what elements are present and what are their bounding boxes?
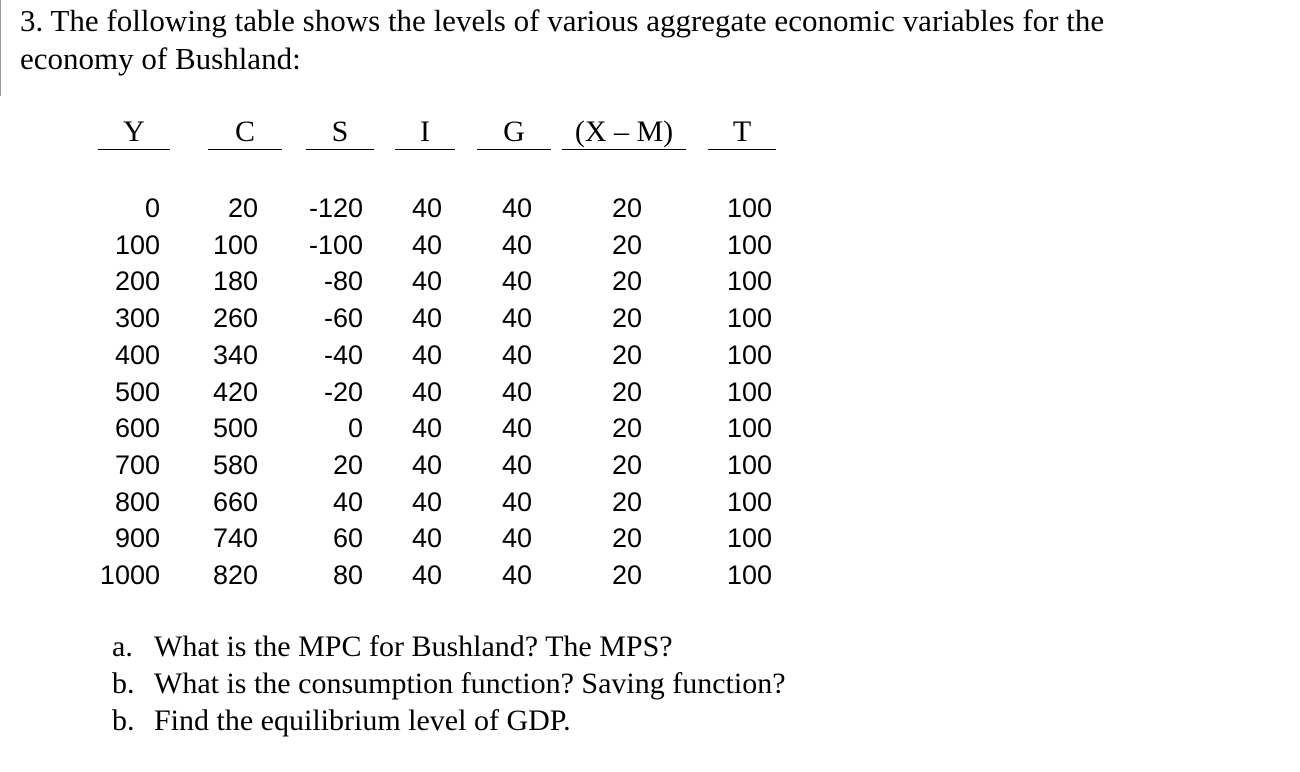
table-cell: 20 — [611, 376, 642, 407]
header-s: S — [306, 115, 374, 150]
table-cell: 40 — [411, 266, 442, 297]
table-cell: 40 — [411, 449, 442, 480]
table-cell: 20 — [611, 486, 642, 517]
table-cell: 40 — [501, 523, 532, 554]
table-cell: 20 — [611, 303, 642, 334]
table-cell: -100 — [308, 229, 363, 260]
table-cell: 40 — [501, 303, 532, 334]
table-cell: 20 — [611, 560, 642, 591]
table-cell: 40 — [411, 486, 442, 517]
header-c: C — [208, 115, 282, 150]
table-cell: 600 — [114, 413, 160, 444]
table-cell: 100 — [726, 229, 772, 260]
table-cell: 40 — [501, 486, 532, 517]
table-cell: 20 — [332, 449, 363, 480]
table-cell: 0 — [347, 413, 363, 444]
table-cell: 80 — [332, 560, 363, 591]
table-cell: 40 — [501, 193, 532, 223]
table-cell: 100 — [726, 266, 772, 297]
question-text: Find the equilibrium level of GDP. — [154, 704, 571, 737]
table-cell: 20 — [611, 229, 642, 260]
table-cell: 20 — [611, 339, 642, 370]
table-cell: 40 — [411, 229, 442, 260]
table-cell: 1000 — [99, 560, 160, 591]
column-net-exports — [570, 190, 642, 594]
column-y — [60, 190, 160, 594]
table-cell: 580 — [212, 449, 258, 480]
question-marker: b. — [112, 667, 135, 700]
header-t: T — [708, 115, 776, 150]
question-text: What is the MPC for Bushland? The MPS? — [154, 630, 673, 663]
table-cell: 100 — [726, 560, 772, 591]
table-cell: 700 — [114, 449, 160, 480]
question-list — [112, 628, 786, 739]
table-cell: 420 — [212, 376, 258, 407]
question-marker: b. — [112, 704, 135, 737]
table-cell: 20 — [611, 449, 642, 480]
table-cell: -40 — [323, 339, 363, 370]
table-cell: 340 — [212, 339, 258, 370]
table-cell: 20 — [611, 523, 642, 554]
table-cell: 40 — [411, 560, 442, 591]
table-cell: 100 — [726, 376, 772, 407]
question-item — [112, 665, 786, 702]
table-cell: 20 — [227, 193, 258, 223]
table-cell: 40 — [501, 560, 532, 591]
table-cell: 100 — [726, 486, 772, 517]
header-g: G — [477, 115, 551, 150]
table-cell: 40 — [501, 229, 532, 260]
table-cell: 300 — [114, 303, 160, 334]
table-cell: 500 — [114, 376, 160, 407]
table-cell: 400 — [114, 339, 160, 370]
table-cell: 40 — [332, 486, 363, 517]
table-cell: -80 — [323, 266, 363, 297]
table-cell: 40 — [411, 303, 442, 334]
table-cell: -20 — [323, 376, 363, 407]
table-cell: 40 — [411, 193, 442, 223]
question-text: What is the consumption function? Saving function? — [154, 667, 786, 700]
table-cell: 40 — [411, 523, 442, 554]
table-cell: 100 — [114, 229, 160, 260]
problem-statement-line-1: 3. The following table shows the levels of various aggregate economic variables for the — [20, 3, 1105, 38]
header-net-exports: (X – M) — [562, 115, 686, 150]
table-cell: 40 — [501, 266, 532, 297]
table-cell: 0 — [144, 193, 160, 223]
header-i: I — [395, 115, 455, 150]
table-cell: -60 — [323, 303, 363, 334]
question-item — [112, 702, 786, 739]
table-cell: 60 — [332, 523, 363, 554]
table-cell: 100 — [726, 449, 772, 480]
left-margin-rule — [0, 0, 1, 96]
table-cell: 40 — [501, 449, 532, 480]
table-cell: 100 — [726, 413, 772, 444]
table-cell: 740 — [212, 523, 258, 554]
table-cell: 40 — [501, 413, 532, 444]
column-s — [263, 190, 363, 594]
table-cell: 260 — [212, 303, 258, 334]
table-cell: -120 — [308, 193, 363, 223]
table-cell: 180 — [212, 266, 258, 297]
table-cell: 100 — [726, 303, 772, 334]
column-c — [158, 190, 258, 594]
table-cell: 200 — [114, 266, 160, 297]
question-marker: a. — [112, 630, 133, 663]
table-cell: 20 — [611, 413, 642, 444]
column-i — [370, 190, 442, 594]
table-cell: 40 — [411, 413, 442, 444]
table-cell: 40 — [501, 339, 532, 370]
table-cell: 20 — [611, 266, 642, 297]
table-cell: 40 — [411, 376, 442, 407]
table-cell: 800 — [114, 486, 160, 517]
problem-statement-line-2: economy of Bushland: — [20, 41, 301, 76]
table-cell: 500 — [212, 413, 258, 444]
table-cell: 20 — [611, 193, 642, 223]
column-g — [460, 190, 532, 594]
table-cell: 820 — [212, 560, 258, 591]
column-t — [672, 190, 772, 594]
problem-statement — [20, 2, 1270, 78]
header-y: Y — [98, 115, 170, 150]
table-cell: 660 — [212, 486, 258, 517]
table-cell: 100 — [726, 193, 772, 223]
table-cell: 100 — [212, 229, 258, 260]
table-cell: 100 — [726, 339, 772, 370]
table-cell: 40 — [501, 376, 532, 407]
question-item — [112, 628, 786, 665]
table-cell: 40 — [411, 339, 442, 370]
table-cell: 900 — [114, 523, 160, 554]
table-cell: 100 — [726, 523, 772, 554]
